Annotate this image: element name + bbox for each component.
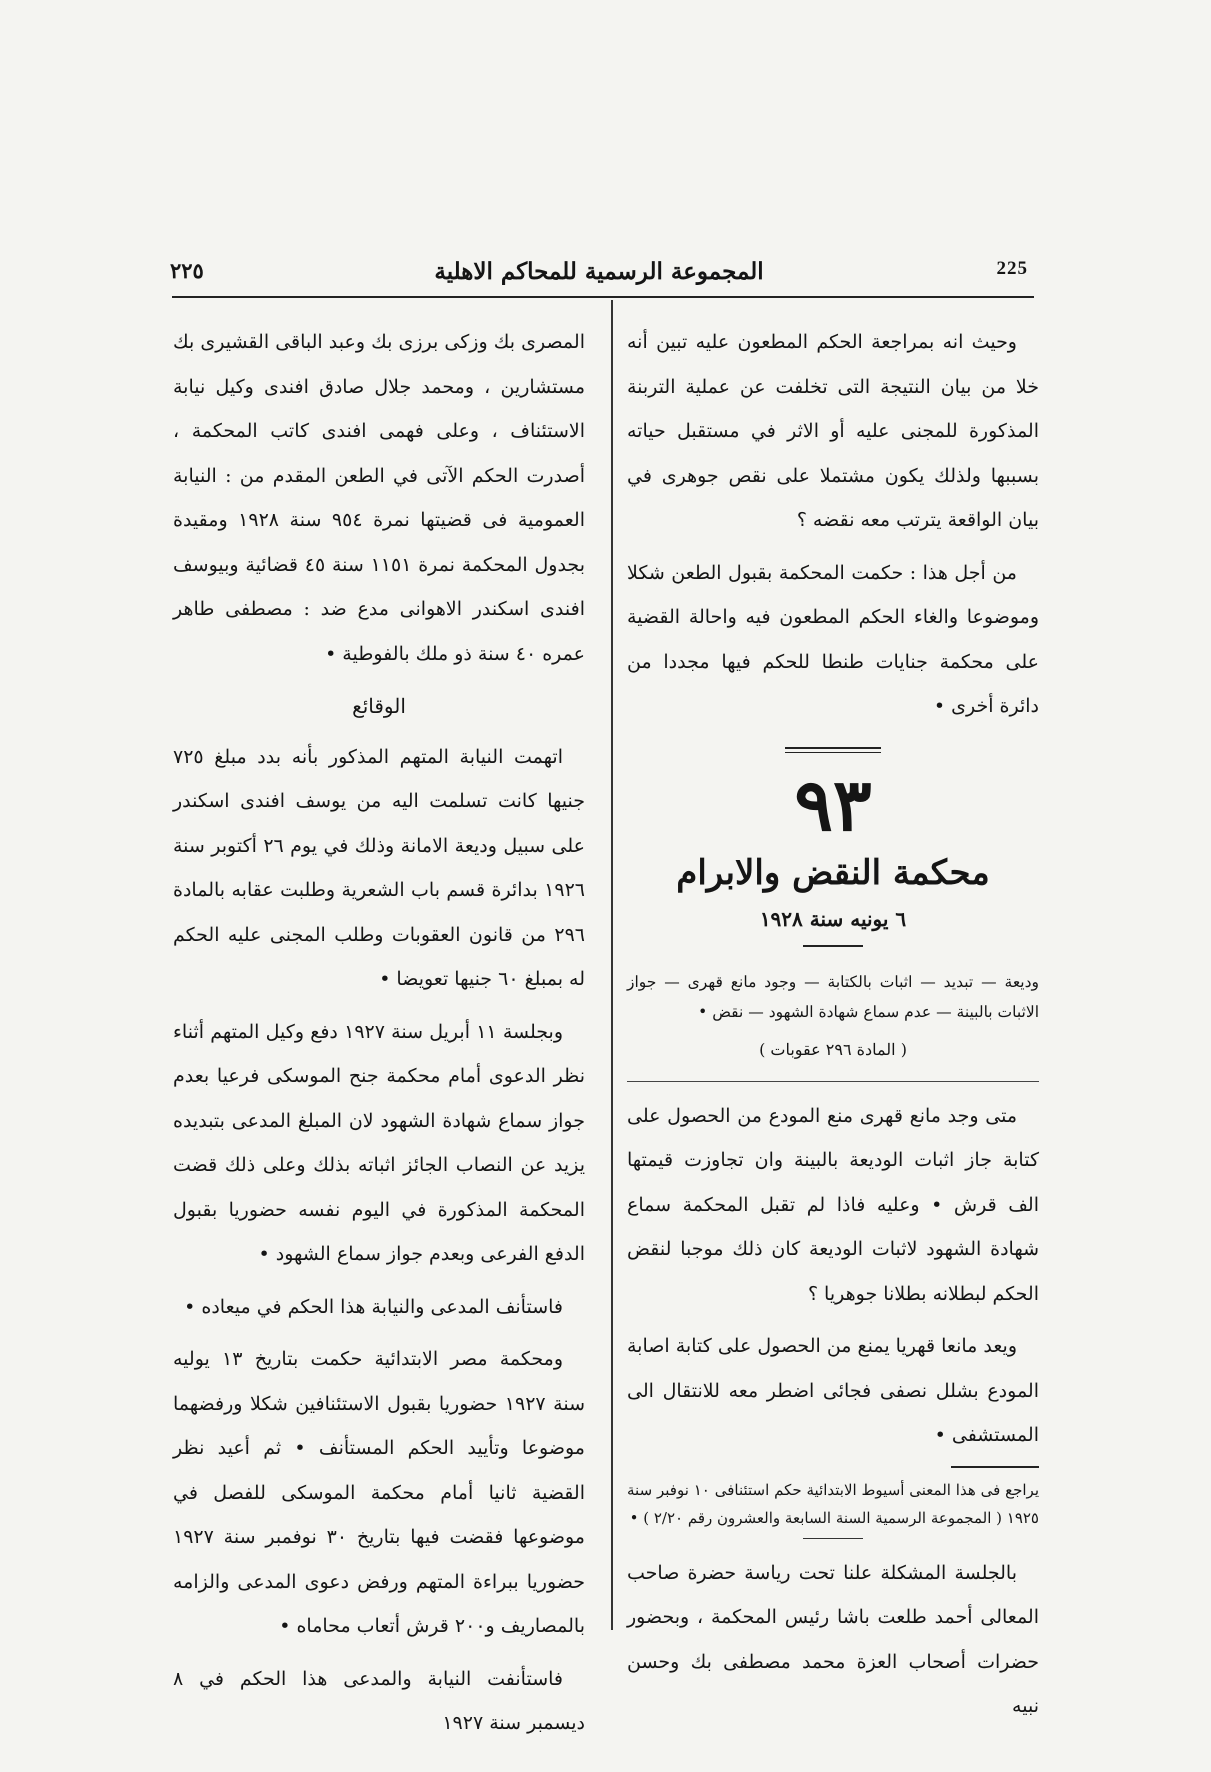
section-double-rule [785, 747, 881, 753]
body-paragraph: اتهمت النيابة المتهم المذكور بأنه بدد مبلغ ٧٢٥ جنيها كانت تسلمت اليه من يوسف افندى اسكندر على سبيل وديعة الامانة وذلك في يوم ٢٦ أكتوبر سنة ١٩٢٦ بدائرة قسم باب الشعرية وطلبت عقابه بالمادة ٢٩٦ من قانون العقوبات وطلب المجنى عليه الحكم له بمبلغ ٦٠ جنيها تعويضا • [173, 745, 585, 990]
footnote: يراجع فى هذا المعنى أسيوط الابتدائية حكم استئنافى ١٠ نوفبر سنة ١٩٢٥ ( المجموعة الرسمية السنة السابعة والعشرون رقم ٢/٢٠ ) • [627, 1480, 1039, 1527]
footnote-end-rule [803, 1538, 863, 1539]
running-title: المجموعة الرسمية للمحاكم الاهلية [434, 258, 764, 285]
body-paragraph: وبجلسة ١١ أبريل سنة ١٩٢٧ دفع وكيل المتهم أثناء نظر الدعوى أمام محكمة جنح الموسكى فرعيا بعدم جواز سماع شهادة الشهود لان المبلغ المدعى بتبديده يزيد عن النصاب الجائز اثباته بذلك وعلى ذلك قضت المحكمة المذكورة في اليوم نفسه حضوريا بقبول الدفع الفرعى وبعدم جواز سماع الشهود • [173, 1020, 585, 1265]
session-paragraph: بالجلسة المشكلة علنا تحت رياسة حضرة صاحب المعالى أحمد طلعت باشا رئيس المحكمة ، وبحضور حضرات أصحاب العزة محمد مصطفى بك وحسن نبيه [627, 1561, 1039, 1717]
legal-principle: ويعد مانعا قهريا يمنع من الحصول على كتابة اصابة المودع بشلل نصفى فجائى اضطر معه للانتقال الى المستشفى • [627, 1335, 1039, 1446]
body-paragraph: فاستأنفت النيابة والمدعى هذا الحكم في ٨ ديسمبر سنة ١٩٢٧ [173, 1667, 585, 1734]
page-number-arabic: ٢٢٥ [170, 258, 204, 283]
legal-principle: متى وجد مانع قهرى منع المودع من الحصول على كتابة جاز اثبات الوديعة بالبينة وان تجاوزت قيمتها الف قرش • وعليه فاذا لم تقبل المحكمة سماع شهادة الشهود لاثبات الوديعة كان ذلك موجبا لنقض الحكم لبطلانه بطلانا جوهريا ؟ [627, 1104, 1039, 1305]
case-number: ٩٣ [794, 761, 872, 847]
page-number-western: 225 [996, 258, 1028, 279]
column-divider [611, 300, 613, 1630]
body-paragraph: وحيث انه بمراجعة الحكم المطعون عليه تبين أنه خلا من بيان النتيجة التى تخلفت عن عملية التربنة المذكورة للمجنى عليه أو الاثر في مستقبل حياته بسببها ولذلك يكون مشتملا على نقص جوهرى في بيان الواقعة يترتب معه نقضه ؟ [627, 331, 1039, 531]
summary-rule [627, 1081, 1039, 1082]
body-paragraph: ومحكمة مصر الابتدائية حكمت بتاريخ ١٣ يوليه سنة ١٩٢٧ حضوريا بقبول الاستئنافين شكلا ورفضهما موضوعا وتأييد الحكم المستأنف • ثم أعيد نظر القضية ثانيا أمام محكمة الموسكى للفصل في موضوعها فقضت فيها بتاريخ ٣٠ نوفمبر سنة ١٩٢٧ حضوريا ببراءة المتهم ورفض دعوى المدعى والزامه بالمصاريف و٢٠٠ قرش أتعاب محاماه • [173, 1348, 585, 1637]
body-paragraph: فاستأنف المدعى والنيابة هذا الحكم في ميعاده • [184, 1295, 563, 1318]
header-rule [172, 296, 1034, 298]
keywords: وديعة — تبديد — اثبات بالكتابة — وجود مانع قهرى — جواز الاثبات بالبينة — عدم سماع شهادة الشهود — نقض • [627, 972, 1039, 1021]
date-rule [803, 945, 863, 947]
section-heading: الوقائع [352, 694, 406, 718]
body-paragraph: المصرى بك وزكى برزى بك وعبد الباقى القشيرى بك مستشارين ، ومحمد جلال صادق افندى وكيل نيابة الاستئناف ، وعلى فهمى افندى كاتب المحكمة ، أصدرت الحكم الآتى في الطعن المقدم من : النيابة العمومية فى قضيتها نمرة ٩٥٤ سنة ١٩٢٨ ومقيدة بجدول المحكمة نمرة ١١٥١ سنة ٤٥ قضائية وبيوسف افندى اسكندر الاهوانى مدع ضد : مصطفى طاهر عمره ٤٠ سنة ذو ملك بالفوطية • [173, 331, 585, 665]
footnote-rule [951, 1466, 1039, 1468]
judgment-date: ٦ يونيه سنة ١٩٢٨ [759, 906, 907, 931]
court-name: محكمة النقض والابرام [676, 852, 990, 893]
running-header [170, 258, 1028, 298]
left-column [173, 320, 585, 1754]
right-column [627, 320, 1039, 1737]
article-reference: ( المادة ٢٩٦ عقوبات ) [759, 1039, 907, 1059]
judgment-paragraph: من أجل هذا : حكمت المحكمة بقبول الطعن شكلا وموضوعا والغاء الحكم المطعون فيه واحالة القضية على محكمة جنايات طنطا للحكم فيها مجددا من دائرة أخرى • [627, 561, 1039, 717]
